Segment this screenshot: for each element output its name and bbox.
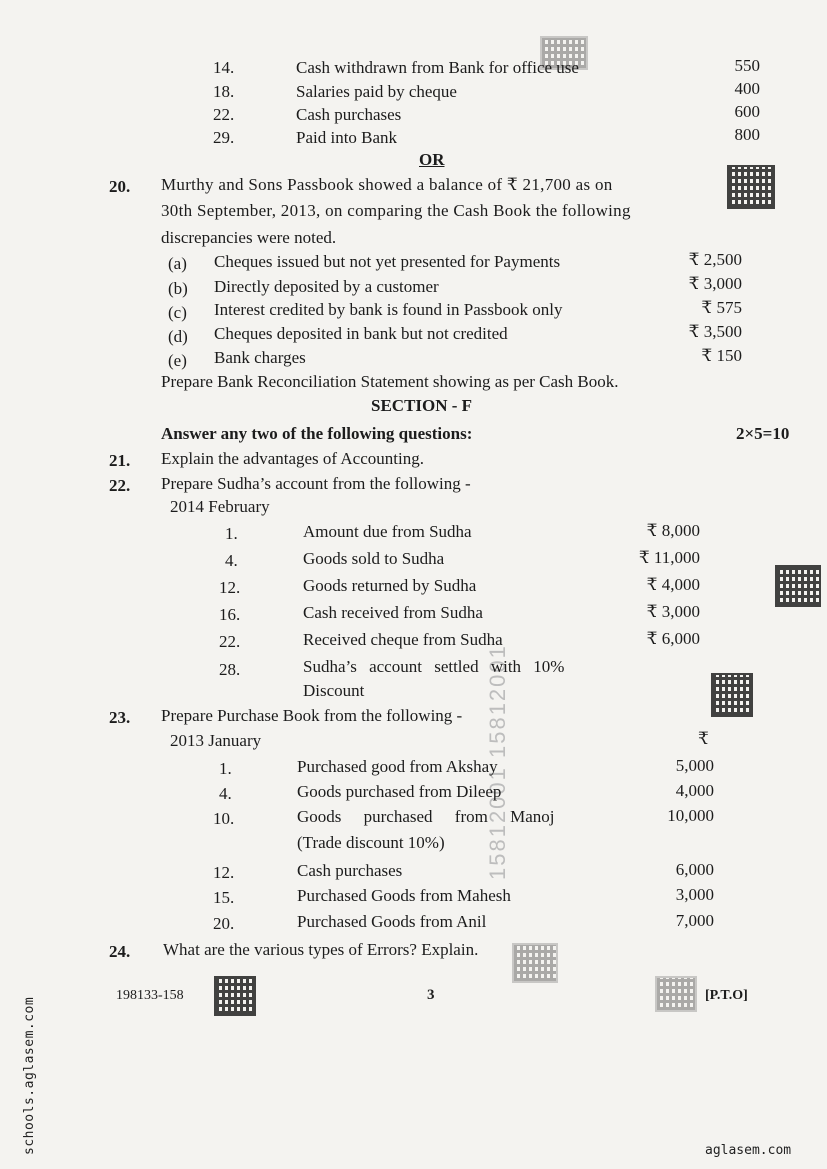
- vertical-stamp: 15812001 15812001: [485, 644, 510, 880]
- item-label: (c): [168, 303, 187, 322]
- qr-code-icon: [775, 565, 821, 607]
- entry-day: 22.: [213, 105, 235, 124]
- or-heading: OR: [419, 150, 445, 169]
- entry-amount: 6,000: [675, 860, 714, 879]
- entry-day: 16.: [219, 605, 241, 624]
- entry-day: 22.: [219, 632, 241, 651]
- bottom-watermark: aglasem.com: [705, 1143, 792, 1158]
- question-text: 30th September, 2013, on comparing the Cash Book the following: [161, 201, 631, 220]
- item-label: (e): [168, 351, 187, 370]
- entry-amount: 400: [734, 79, 760, 98]
- entry-amount: 600: [734, 102, 760, 121]
- item-amount: ₹ 2,500: [688, 250, 742, 269]
- question-text: What are the various types of Errors? Explain.: [163, 940, 479, 959]
- currency-symbol: ₹: [698, 729, 709, 748]
- entry-desc: Cash purchases: [296, 105, 402, 124]
- question-number: 22.: [109, 476, 131, 495]
- period-label: 2014 February: [170, 497, 270, 516]
- question-number: 20.: [109, 177, 131, 196]
- entry-desc: Salaries paid by cheque: [296, 82, 457, 101]
- entry-day: 14.: [213, 58, 235, 77]
- entry-desc: Goods returned by Sudha: [303, 576, 477, 595]
- entry-day: 4.: [219, 784, 232, 803]
- item-desc: Cheques issued but not yet presented for Payments: [214, 252, 561, 271]
- entry-day: 12.: [213, 863, 235, 882]
- question-instruction: Prepare Bank Reconciliation Statement showing as per Cash Book.: [161, 372, 619, 391]
- entry-desc: Sudha’s account settled with 10%: [303, 657, 565, 676]
- entry-desc: Goods sold to Sudha: [303, 549, 445, 568]
- item-desc: Directly deposited by a customer: [214, 277, 439, 296]
- entry-amount: ₹ 6,000: [646, 629, 700, 648]
- entry-amount: ₹ 4,000: [646, 575, 700, 594]
- entry-amount: ₹ 8,000: [646, 521, 700, 540]
- entry-amount: 4,000: [675, 781, 714, 800]
- entry-day: 29.: [213, 128, 235, 147]
- entry-amount: 550: [734, 56, 760, 75]
- entry-amount: 7,000: [675, 911, 714, 930]
- entry-desc: Goods purchased from Dileep: [297, 782, 502, 801]
- section-marks: 2×5=10: [736, 424, 790, 443]
- entry-day: 15.: [213, 888, 235, 907]
- entry-day: 20.: [213, 914, 235, 933]
- entry-amount: ₹ 11,000: [638, 548, 700, 567]
- entry-amount: 800: [734, 125, 760, 144]
- entry-desc: Purchased Goods from Anil: [297, 912, 487, 931]
- entry-desc: Purchased good from Akshay: [297, 757, 498, 776]
- qr-code-icon: [512, 943, 558, 983]
- question-number: 24.: [109, 942, 131, 961]
- section-title: SECTION - F: [371, 396, 473, 415]
- item-label: (a): [168, 254, 187, 273]
- side-watermark: schools.aglasem.com: [22, 996, 37, 1155]
- entry-amount: 10,000: [667, 806, 714, 825]
- item-amount: ₹ 3,500: [688, 322, 742, 341]
- entry-desc: Amount due from Sudha: [303, 522, 472, 541]
- entry-day: 10.: [213, 809, 235, 828]
- entry-day: 4.: [225, 551, 238, 570]
- entry-desc: Purchased Goods from Mahesh: [297, 886, 511, 905]
- entry-desc: Cash received from Sudha: [303, 603, 483, 622]
- qr-code-icon: [727, 165, 775, 209]
- entry-day: 1.: [219, 759, 232, 778]
- page-number: 3: [427, 987, 435, 1003]
- qr-code-icon: [655, 976, 697, 1012]
- question-text: Prepare Sudha’s account from the following -: [161, 474, 471, 493]
- question-text: Explain the advantages of Accounting.: [161, 449, 424, 468]
- entry-amount: ₹ 3,000: [646, 602, 700, 621]
- question-text: discrepancies were noted.: [161, 228, 337, 247]
- entry-amount: 3,000: [675, 885, 714, 904]
- question-text: Prepare Purchase Book from the following -: [161, 706, 463, 725]
- entry-desc: Received cheque from Sudha: [303, 630, 503, 649]
- qr-code-icon: [711, 673, 753, 717]
- entry-day: 1.: [225, 524, 238, 543]
- entry-desc-continued: (Trade discount 10%): [297, 833, 445, 852]
- period-label: 2013 January: [170, 731, 262, 750]
- question-number: 21.: [109, 451, 131, 470]
- item-amount: ₹ 575: [701, 298, 742, 317]
- entry-day: 18.: [213, 82, 235, 101]
- item-label: (d): [168, 327, 188, 346]
- entry-desc: Paid into Bank: [296, 128, 398, 147]
- item-desc: Bank charges: [214, 348, 306, 367]
- entry-desc: Cash purchases: [297, 861, 403, 880]
- item-amount: ₹ 3,000: [688, 274, 742, 293]
- entry-day: 12.: [219, 578, 241, 597]
- section-instruction: Answer any two of the following questions:: [161, 424, 473, 443]
- entry-day: 28.: [219, 660, 241, 679]
- entry-desc: Cash withdrawn from Bank for office use: [296, 58, 579, 77]
- item-desc: Cheques deposited in bank but not credited: [214, 324, 508, 343]
- entry-desc-continued: Discount: [303, 681, 365, 700]
- question-text: Murthy and Sons Passbook showed a balance of ₹ 21,700 as on: [161, 175, 613, 194]
- item-label: (b): [168, 279, 188, 298]
- pto-label: [P.T.O]: [705, 988, 748, 1003]
- question-number: 23.: [109, 708, 131, 727]
- qr-code-icon: [214, 976, 256, 1016]
- item-amount: ₹ 150: [701, 346, 742, 365]
- entry-amount: 5,000: [675, 756, 714, 775]
- item-desc: Interest credited by bank is found in Passbook only: [214, 300, 563, 319]
- entry-desc: Goods purchased from Manoj: [297, 807, 555, 826]
- paper-code: 198133-158: [116, 988, 184, 1003]
